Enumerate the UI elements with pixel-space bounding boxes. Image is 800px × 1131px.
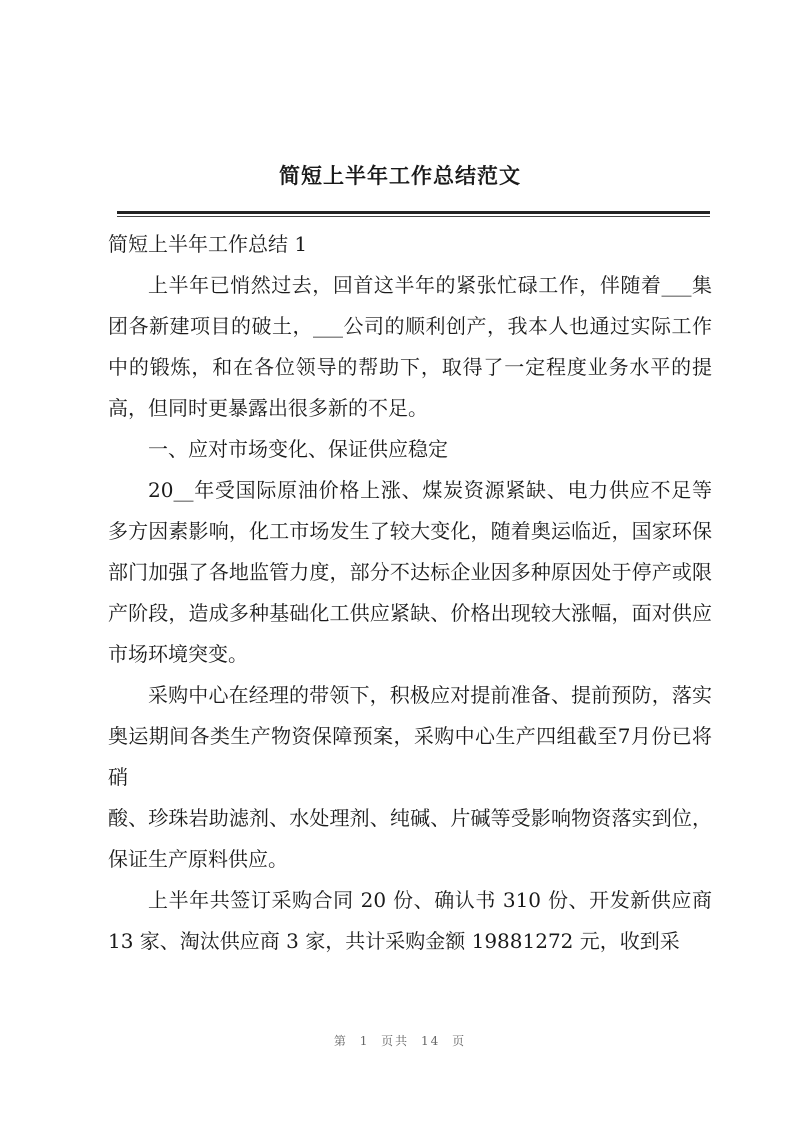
footer-label-end: 页 <box>452 1034 467 1048</box>
body-paragraph-continued: 酸、珍珠岩助滤剂、水处理剂、纯碱、片碱等受影响物资落实到位，保证生产原料供应。 <box>108 806 712 871</box>
footer-label-page: 第 <box>333 1034 348 1048</box>
footer-current-page: 1 <box>359 1034 370 1048</box>
footer-label-of: 页共 <box>381 1034 410 1048</box>
subsection-heading: 一、应对市场变化、保证供应稳定 <box>148 437 448 461</box>
title-divider-thin <box>117 216 710 217</box>
body-paragraph: 20__年受国际原油价格上涨、煤炭资源紧缺、电力供应不足等多方因素影响，化工市场发生了较大变化，随着奥运临近，国家环保部门加强了各地监管力度，部分不达标企业因多种原因处于停产或限产阶段，造成多种基础化工供应紧缺、价格出现较大涨幅，面对供应市场环境突变。 <box>108 478 712 666</box>
footer-total-pages: 14 <box>421 1034 441 1048</box>
section-heading: 简短上半年工作总结 1 <box>108 232 308 256</box>
page-footer <box>0 1032 800 1049</box>
body-paragraph: 采购中心在经理的带领下，积极应对提前准备、提前预防，落实奥运期间各类生产物资保障预案，采购中心生产四组截至7月份已将硝 <box>108 683 712 789</box>
body-paragraph: 上半年共签订采购合同 20 份、确认书 310 份、开发新供应商 13 家、淘汰供应商 3 家，共计采购金额 19881272 元，收到采 <box>108 888 712 953</box>
document-title: 简短上半年工作总结范文 <box>279 164 521 188</box>
body-paragraph: 上半年已悄然过去，回首这半年的紧张忙碌工作，伴随着___集团各新建项目的破土，___公司的顺利创产，我本人也通过实际工作中的锻炼，和在各位领导的帮助下，取得了一定程度业务水平的提高，但同时更暴露出很多新的不足。 <box>108 273 712 420</box>
document-body <box>108 224 712 962</box>
title-divider-thick <box>117 211 710 214</box>
